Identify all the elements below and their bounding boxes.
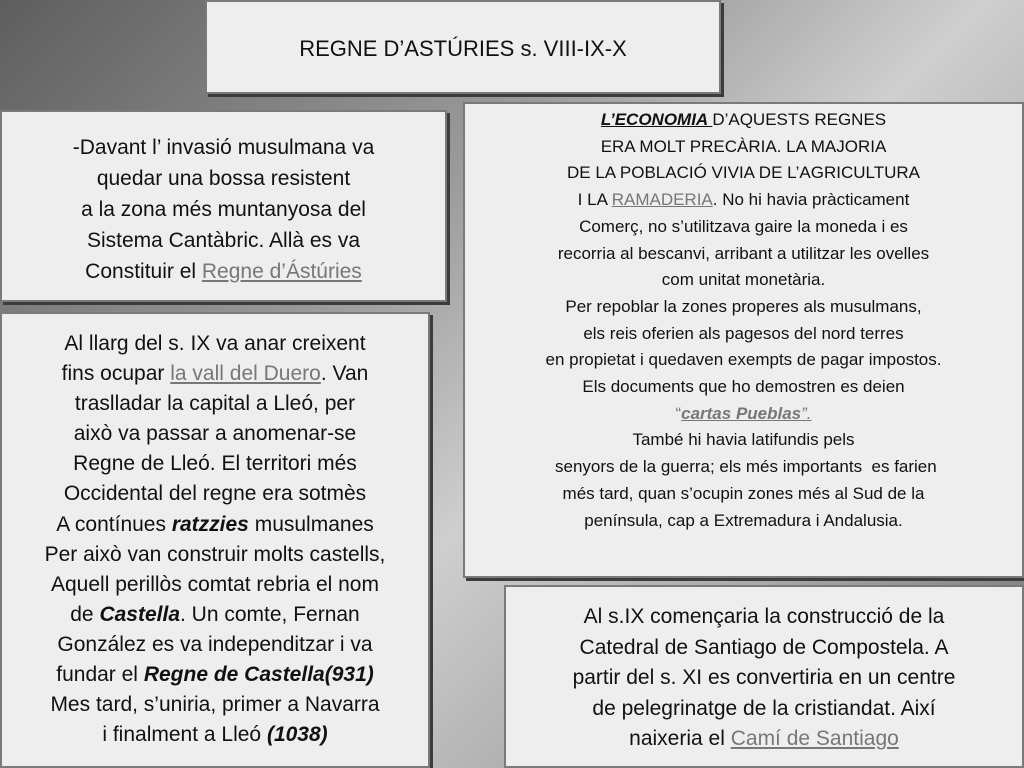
- emphasis-1038: (1038): [266, 723, 328, 747]
- text-line: en propietat i quedaven exempts de pagar impostos.: [545, 350, 942, 370]
- text-fragment: I LA: [577, 190, 612, 210]
- text-line: Catedral de Santiago de Compostela. A: [579, 635, 949, 659]
- text-line: [465, 107, 1022, 134]
- text-line: [506, 724, 1022, 755]
- title-box: [205, 0, 721, 94]
- text-fragment: fundar el: [56, 663, 144, 687]
- text-fragment: . Van: [320, 362, 369, 386]
- text-fragment: D’AQUESTS REGNES: [712, 110, 887, 129]
- text-line: els reis oferien als pagesos del nord terres: [583, 323, 904, 343]
- text-line: Per això van construir molts castells,: [44, 542, 386, 566]
- text-fragment: . Un comte, Fernan: [180, 602, 360, 626]
- text-line: de pelegrinatge de la cristiandat. Així: [592, 696, 936, 720]
- emphasis-ratzzies: ratzzies: [171, 512, 249, 536]
- text-fragment: de: [70, 602, 100, 626]
- text-line: Comerç, no s’utilitzava gaire la moneda i es: [579, 216, 908, 236]
- text-line: [2, 256, 445, 287]
- text-fragment: musulmanes: [248, 512, 374, 536]
- link-vall-duero[interactable]: la vall del Duero: [170, 362, 321, 386]
- text-line: DE LA POBLACIÓ VIVIA DE L’AGRICULTURA: [566, 163, 921, 183]
- text-line: península, cap a Extremadura i Andalusia.: [584, 510, 903, 530]
- text-line: Sistema Cantàbric. Allà es va: [86, 229, 361, 252]
- text-line: com unitat monetària.: [661, 270, 826, 290]
- text-line: Al llarg del s. IX va anar creixent: [64, 332, 366, 355]
- santiago-box: [504, 585, 1024, 768]
- text-line: Mes tard, s’uniria, primer a Navarra: [50, 693, 380, 717]
- text-fragment: Constituir el: [85, 260, 202, 283]
- text-fragment: i finalment a Lleó: [102, 723, 267, 747]
- emphasis-castella: Castella: [99, 602, 180, 626]
- link-ramaderia[interactable]: RAMADERIA: [611, 190, 713, 210]
- text-line: [2, 720, 428, 750]
- text-line: més tard, quan s’ocupin zones més al Sud de la: [562, 483, 925, 503]
- text-line: senyors de la guerra; els més importants es farien: [550, 457, 937, 477]
- text-line: [2, 660, 428, 690]
- text-line: Els documents que ho demostren es deien: [582, 377, 905, 397]
- text-line: partir del s. XI es convertiria en un centre: [572, 666, 956, 689]
- text-line: Per repoblar la zones properes als musulmans,: [565, 296, 922, 316]
- text-fragment: A contínues: [56, 512, 172, 536]
- page-title: REGNE D’ASTÚRIES s. VIII-IX-X: [299, 36, 627, 61]
- text-line: ERA MOLT PRECÀRIA. LA MAJORIA: [600, 136, 887, 156]
- text-line: També hi havia latifundis pels: [632, 430, 855, 450]
- text-line: [465, 401, 1022, 428]
- text-line: traslladar la capital a Lleó, per: [74, 392, 356, 416]
- text-fragment: “: [675, 403, 682, 423]
- text-line: això va passar a anomenar-se: [73, 422, 357, 446]
- text-line: Aquell perillòs comtat rebria el nom: [51, 572, 379, 596]
- text-line: quedar una bossa resistent: [96, 167, 351, 190]
- text-fragment: ”.: [801, 403, 812, 423]
- text-line: González es va independitzar i va: [57, 632, 373, 656]
- text-line: Occidental del regne era sotmès: [63, 482, 367, 506]
- text-line: [2, 600, 428, 630]
- text-line: Al s.IX començaria la construcció de la: [583, 605, 945, 628]
- link-cartas-pueblas[interactable]: cartas Pueblas: [681, 403, 802, 423]
- text-line: [2, 510, 428, 540]
- text-line: Regne de Lleó. El territori més: [73, 452, 357, 476]
- lleo-box: [0, 312, 430, 768]
- intro-box: [0, 110, 447, 302]
- text-line: recorria al bescanvi, arribant a utilitzar les ovelles: [557, 243, 930, 263]
- emphasis-regne-castella: Regne de Castella(931): [143, 663, 374, 687]
- economy-heading: L’ECONOMIA: [600, 110, 713, 129]
- economy-box: [463, 102, 1024, 578]
- text-line: [465, 187, 1022, 214]
- text-line: -Davant l’ invasió musulmana va: [72, 136, 375, 159]
- text-fragment: . No hi havia pràcticament: [712, 190, 910, 210]
- link-cami-santiago[interactable]: Camí de Santiago: [730, 727, 899, 750]
- text-fragment: naixeria el: [629, 727, 731, 750]
- text-line: [2, 359, 428, 389]
- text-fragment: fins ocupar: [61, 362, 171, 386]
- text-line: a la zona més muntanyosa del: [81, 198, 366, 221]
- link-regne-asturies[interactable]: Regne d’Ástúries: [201, 260, 362, 283]
